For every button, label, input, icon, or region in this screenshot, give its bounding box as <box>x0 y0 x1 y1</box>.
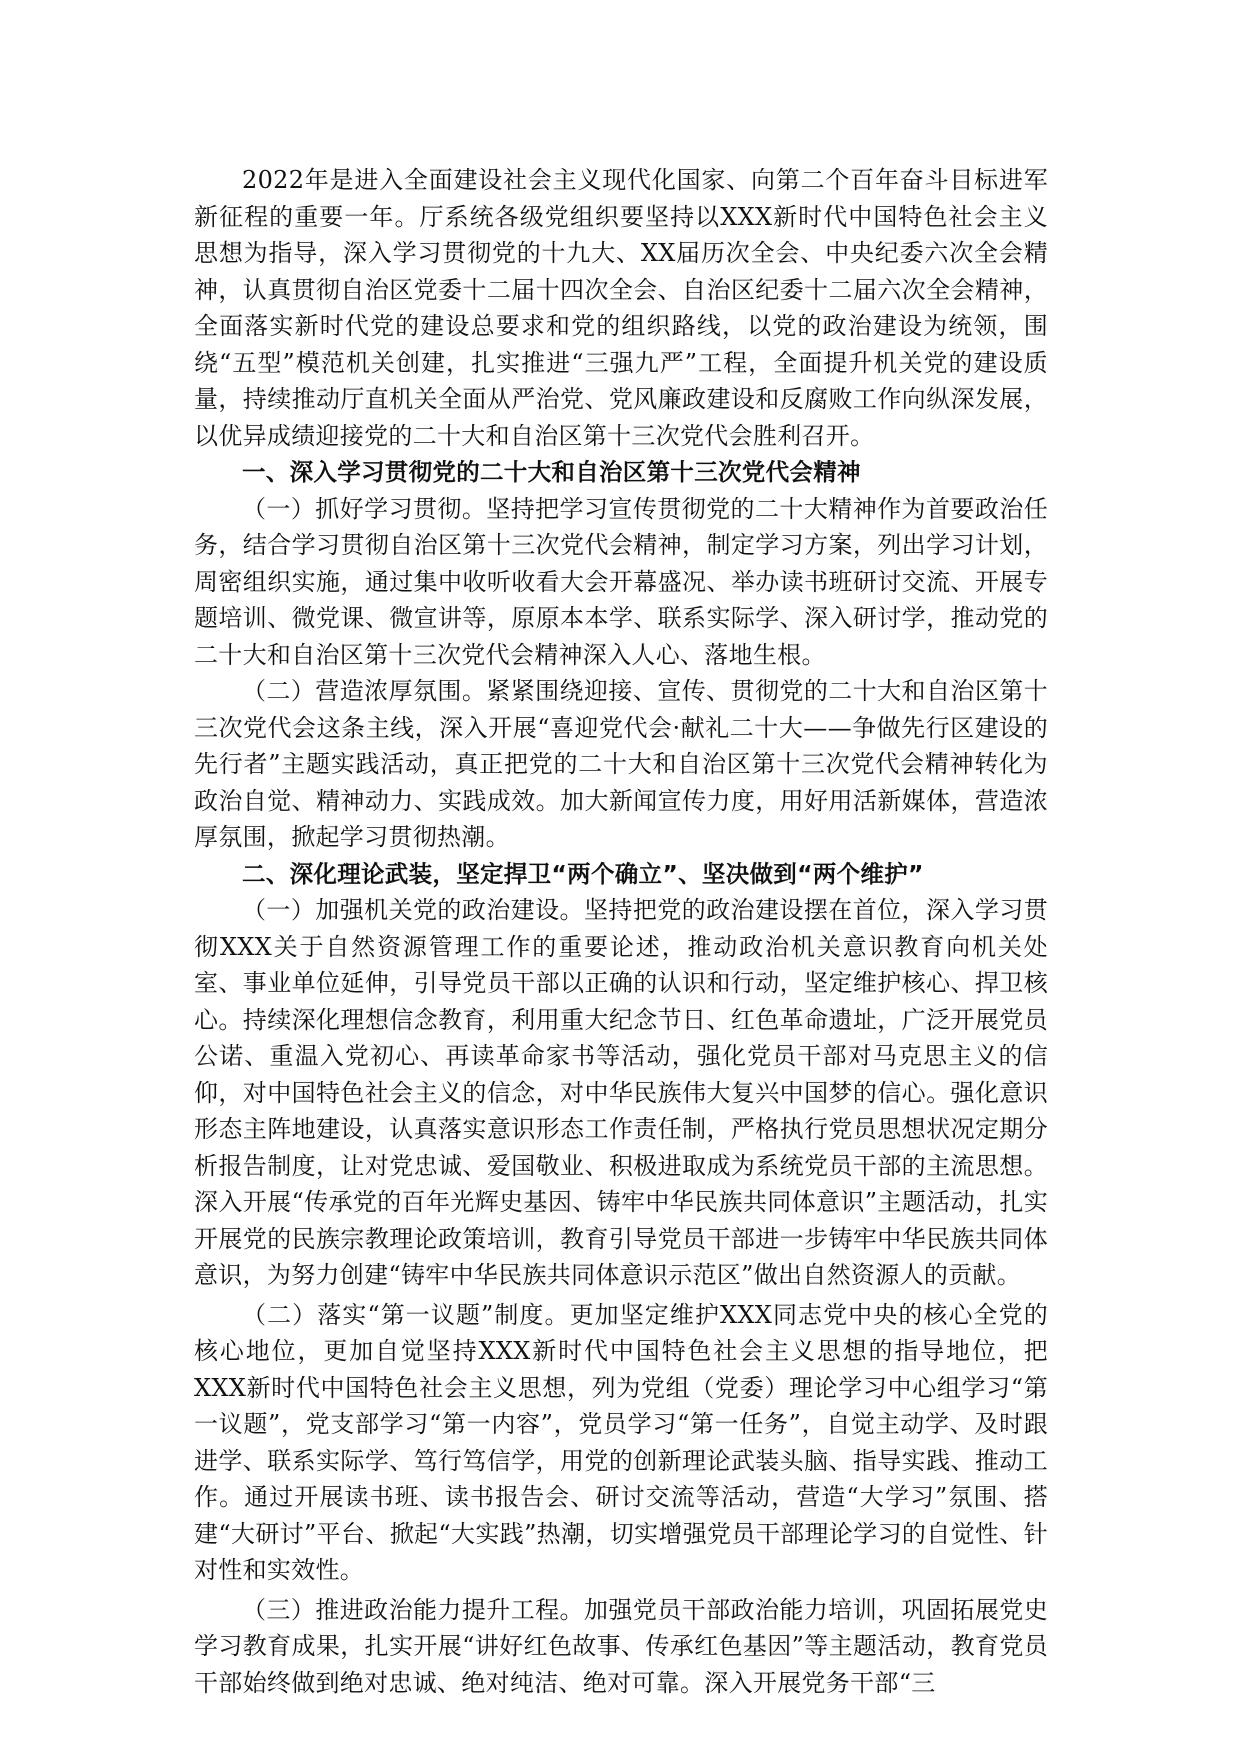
section-1-paragraph-2: （二）营造浓厚氛围。紧紧围绕迎接、宣传、贯彻党的二十大和自治区第十三次党代会这条主线，深入开展“喜迎党代会·献礼二十大——争做先行区建设的先行者”主题实践活动，真正把党的二十大和自治区第十三次党代会精神转化为政治自觉、精神动力、实践成效。加大新闻宣传力度，用好用活新媒体，营造浓厚氛围，掀起学习贯彻热潮。 <box>194 677 1048 851</box>
section-1-heading: 一、深入学习贯彻党的二十大和自治区第十三次党代会精神 <box>242 458 861 486</box>
document-page <box>194 162 1048 1701</box>
section-2-heading: 二、深化理论武装，坚定捍卫“两个确立”、坚决做到“两个维护” <box>242 859 924 888</box>
section-2-paragraph-1: （一）加强机关党的政治建设。坚持把党的政治建设摆在首位，深入学习贯彻XXX关于自然资源管理工作的重要论述，推动政治机关意识教育向机关处室、事业单位延伸，引导党员干部以正确的认识和行动，坚定维护核心、捍卫核心。持续深化理想信念教育，利用重大纪念节日、红色革命遗址，广泛开展党员公诺、重温入党初心、再读革命家书等活动，强化党员干部对马克思主义的信仰，对中国特色社会主义的信念，对中华民族伟大复兴中国梦的信心。强化意识形态主阵地建设，认真落实意识形态工作责任制，严格执行党员思想状况定期分析报告制度，让对党忠诚、爱国敬业、积极进取成为系统党员干部的主流思想。深入开展“传承党的百年光辉史基因、铸牢中华民族共同体意识”主题活动，扎实开展党的民族宗教理论政策培训，教育引导党员干部进一步铸牢中华民族共同体意识，为努力创建“铸牢中华民族共同体意识示范区”做出自然资源人的贡献。 <box>194 896 1048 1289</box>
section-1-paragraph-1: （一）抓好学习贯彻。坚持把学习宣传贯彻党的二十大精神作为首要政治任务，结合学习贯彻自治区第十三次党代会精神，制定学习方案，列出学习计划，周密组织实施，通过集中收听收看大会开幕盛况、举办读书班研讨交流、开展专题培训、微党课、微宣讲等，原原本本学、联系实际学、深入研讨学，推动党的二十大和自治区第十三次党代会精神深入人心、落地生根。 <box>194 494 1048 669</box>
intro-paragraph: 2022年是进入全面建设社会主义现代化国家、向第二个百年奋斗目标进军新征程的重要一年。厅系统各级党组织要坚持以XXX新时代中国特色社会主义思想为指导，深入学习贯彻党的十九大、XX届历次全会、中央纪委六次全会精神，认真贯彻自治区党委十二届十四次全会、自治区纪委十二届六次全会精神，全面落实新时代党的建设总要求和党的组织路线，以党的政治建设为统领，围绕“五型”模范机关创建，扎实推进“三强九严”工程，全面提升机关党的建设质量，持续推动厅直机关全面从严治党、党风廉政建设和反腐败工作向纵深发展，以优异成绩迎接党的二十大和自治区第十三次党代会胜利召开。 <box>194 166 1048 450</box>
section-2-paragraph-2: （二）落实“第一议题”制度。更加坚定维护XXX同志党中央的核心全党的核心地位，更加自觉坚持XXX新时代中国特色社会主义思想的指导地位，把XXX新时代中国特色社会主义思想，列为党组（党委）理论学习中心组学习“第一议题”，党支部学习“第一内容”，党员学习“第一任务”，自觉主动学、及时跟进学、联系实际学、笃行笃信学，用党的创新理论武装头脑、指导实践、推动工作。通过开展读书班、读书报告会、研讨交流等活动，营造“大学习”氛围、搭建“大研讨”平台、掀起“大实践”热潮，切实增强党员干部理论学习的自觉性、针对性和实效性。 <box>194 1300 1048 1584</box>
section-2-paragraph-3: （三）推进政治能力提升工程。加强党员干部政治能力培训，巩固拓展党史学习教育成果，扎实开展“讲好红色故事、传承红色基因”等主题活动，教育党员干部始终做到绝对忠诚、绝对纯洁、绝对可靠。深入开展党务干部“三 <box>194 1595 1048 1697</box>
